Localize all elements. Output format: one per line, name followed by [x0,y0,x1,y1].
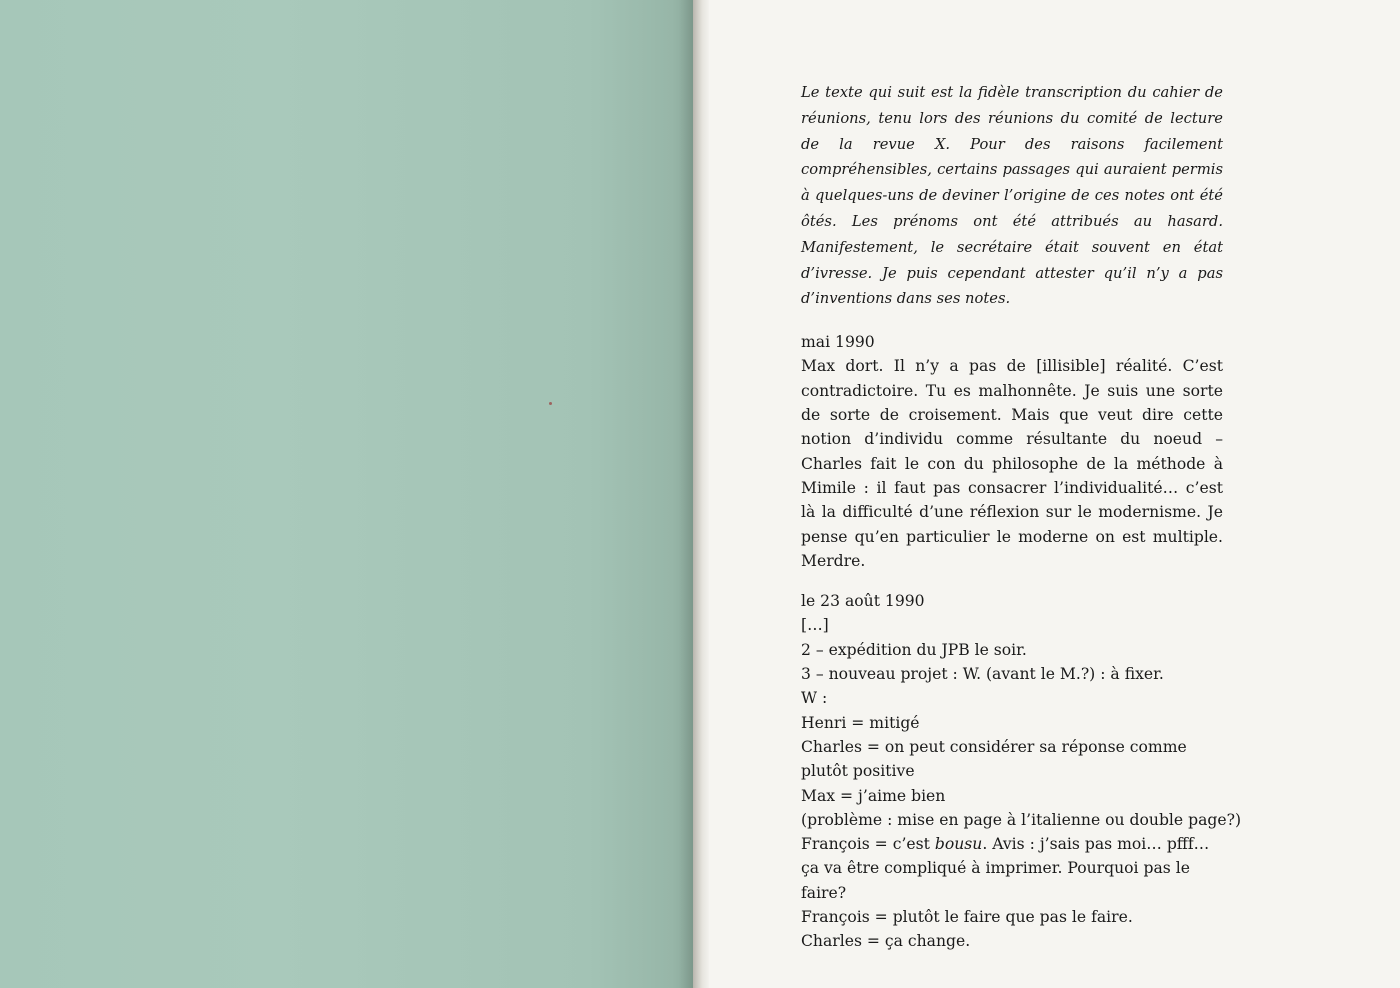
note-line: W : [801,689,828,708]
page-text [801,80,1242,970]
entry-text: Max dort. Il n’y a pas de [illisible] réalité. C’est contradictoire. Tu es malhonnête. Je suis une sorte de sorte de croisement. Mais que veut dire cette notion d’individu comme résultante du noeud – Charles fait le con du philosophe de la méthode à Mimile : il faut pas consacrer l’individualité… c’est là la difficulté d’une réflexion sur le modernisme. Je pense qu’en particulier le moderne on est multiple. Merdre. [801,357,1223,570]
entry-may-1990 [801,330,1223,573]
fold-shadow [679,0,693,988]
note-line: Charles = ça change. [801,932,971,951]
paper-speck [549,402,552,405]
right-page [709,0,1400,988]
entry-date: mai 1990 [801,333,875,352]
book-gutter [693,0,709,988]
note-line: Max = j’aime bien [801,786,946,805]
note-line: (problème : mise en page à l’italienne ou double page?) [801,810,1242,829]
note-line: 2 – expédition du JPB le soir. [801,640,1027,659]
entry-august-1990 [801,589,1242,953]
note-line: Henri = mitigé [801,713,920,732]
note-line: 3 – nouveau projet : W. (avant le M.?) : à fixer. [801,665,1164,684]
note-text: . Avis : j’sais pas moi… pfff… ça va être compliqué à imprimer. Pourquoi pas le faire? [801,835,1210,902]
note-text: François = c’est [801,835,935,854]
note-line: François = plutôt le faire que pas le faire. [801,908,1133,926]
intro-paragraph: Le texte qui suit est la fidèle transcription du cahier de réunions, tenu lors des réunions du comité de lecture de la revue X. Pour des raisons facilement compréhensibles, certains passages qui auraient permis à quelques-uns de deviner l’origine de ces notes ont été ôtés. Les prénoms ont été attribués au hasard. Manifestement, le secrétaire était souvent en état d’ivresse. Je puis cependant attester qu’il n’y a pas d’inventions dans ses notes. [801,84,1223,308]
entry-date: le 23 août 1990 [801,592,925,611]
note-line [801,832,1223,905]
note-line: […] [801,616,829,635]
left-page-cover [0,0,693,988]
italic-word: bousu [934,835,983,854]
note-line: Charles = on peut considérer sa réponse comme plutôt positive [801,737,1187,781]
